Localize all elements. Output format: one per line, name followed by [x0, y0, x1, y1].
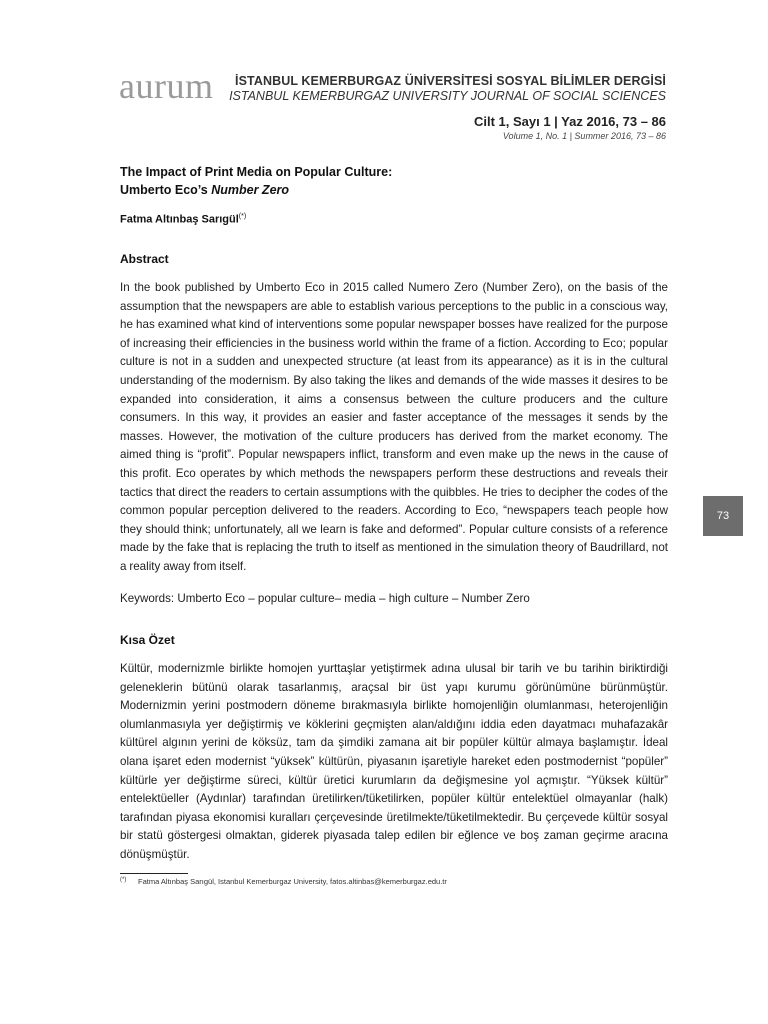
- footnote-divider: [120, 873, 188, 874]
- article-title-line2: [120, 181, 392, 199]
- journal-name-tr: İSTANBUL KEMERBURGAZ ÜNİVERSİTESİ SOSYAL BİLİMLER DERGİSİ: [235, 74, 666, 88]
- author-name: [120, 213, 246, 226]
- journal-name-en: ISTANBUL KEMERBURGAZ UNIVERSITY JOURNAL OF SOCIAL SCIENCES: [229, 89, 666, 103]
- author-footnote-mark: (*): [238, 213, 247, 220]
- keywords: Keywords: Umberto Eco – popular culture– media – high culture – Number Zero: [120, 592, 530, 605]
- footnote: [120, 877, 447, 886]
- author-name-text: Fatma Altınbaş Sarıgül: [120, 213, 239, 226]
- footnote-text: Fatma Altınbaş Sarıgül, Istanbul Kemerburgaz University, fatos.altinbas@kemerburgaz.edu.tr: [138, 877, 447, 886]
- ozet-text: Kültür, modernizmle birlikte homojen yurttaşlar yetiştirmek adına ulusal bir tarih ve bu tarihin biriktirdiği geleneklerin bütünü olarak tasarlanmış, araçsal bir üst yapı kurumu görünümüne bürünmüştür. Modernizmin yerini postmodern döneme bırakmasıyla birlikte homojenliğin olumlanması, heterojenliğin olumlanmasıyla yer değiştirmiş ve köklerini geçmişten alan/aldığını iddia eden dayatmacı muhafazakâr kültürel algının yerini de köksüz, tam da şimdiki zamana ait bir popüler kültür almaya başlamıştır. İdeal olana işaret eden modernist “yüksek” kültürün, piyasanın işaretiyle hareket eden postmodernist “popüler” kültürle yer değiştirme süreci, kültür üretici kurumların da değişmesine yol açmıştır. “Yüksek kültür” entelektüeller (Aydınlar) tarafından üretilirken/tüketilirken, popüler kültür entelektüel olmayanlar (halk) tarafından piyasa ekonomisi kuralları çerçevesinde üretilmekte/tüketilmektedir. Bu çerçevede kültür sosyal bir statü göstergesi olmaktan, giderek piyasada talep edilen bir eğlence ve boş zaman geçirme aracına dönüşmüştür.: [120, 662, 668, 861]
- article-title-prefix: Umberto Eco’s: [120, 183, 212, 197]
- volume-info: [474, 114, 666, 142]
- volume-info-tr: Cilt 1, Sayı 1 | Yaz 2016, 73 – 86: [473, 114, 666, 129]
- abstract-heading: Abstract: [120, 252, 169, 266]
- journal-name-block: [229, 74, 666, 104]
- article-title: [120, 163, 392, 199]
- article-title-line1: The Impact of Print Media on Popular Culture:: [120, 165, 393, 179]
- footnote-mark: (*): [120, 877, 127, 883]
- volume-info-en: Volume 1, No. 1 | Summer 2016, 73 – 86: [502, 131, 666, 141]
- page-number-tab: [703, 496, 743, 536]
- abstract-text: In the book published by Umberto Eco in 2015 called Numero Zero (Number Zero), on the basis of the assumption that the newspapers are able to establish various perceptions to the public in a conscious way, he has examined what kind of interventions some popular newspaper bosses have realized for the purpose of increasing their efficiencies in the business world within the frame of a fiction. According to Eco; popular culture is not in a sudden and unexpected structure (at least from its appearance) as it is in the cultural understanding of the modernism. By also taking the likes and demands of the wide masses it desires to be expanded into consideration, it aims a consensus between the culture producers and the culture consumers. In this way, it provides an easier and faster acceptance of the messages it sends by the masses. However, the motivation of the culture producers has derived from the market economy. The aimed thing is “profit”. Popular newspapers inflict, transform and even make up the news in the cause of this profit. Eco operates by which methods the newspapers perform these destructions and reveals their tactics that direct the readers to certain assumptions with the quibbles. He tries to decipher the codes of the common popular perception delivered to the readers. According to Eco, “newspapers teach people how they should think; unfortunately, all we learn is fake and deformed”. Popular culture consists of a reference made by the fake that is replacing the truth to itself as mentioned in the simulation theory of Baudrillard, not a reality away from itself.: [120, 281, 668, 573]
- article-title-italic: Number Zero: [211, 183, 290, 197]
- page-number: 73: [716, 510, 730, 522]
- journal-logo: aurum: [119, 66, 214, 106]
- ozet-heading: Kısa Özet: [120, 633, 175, 647]
